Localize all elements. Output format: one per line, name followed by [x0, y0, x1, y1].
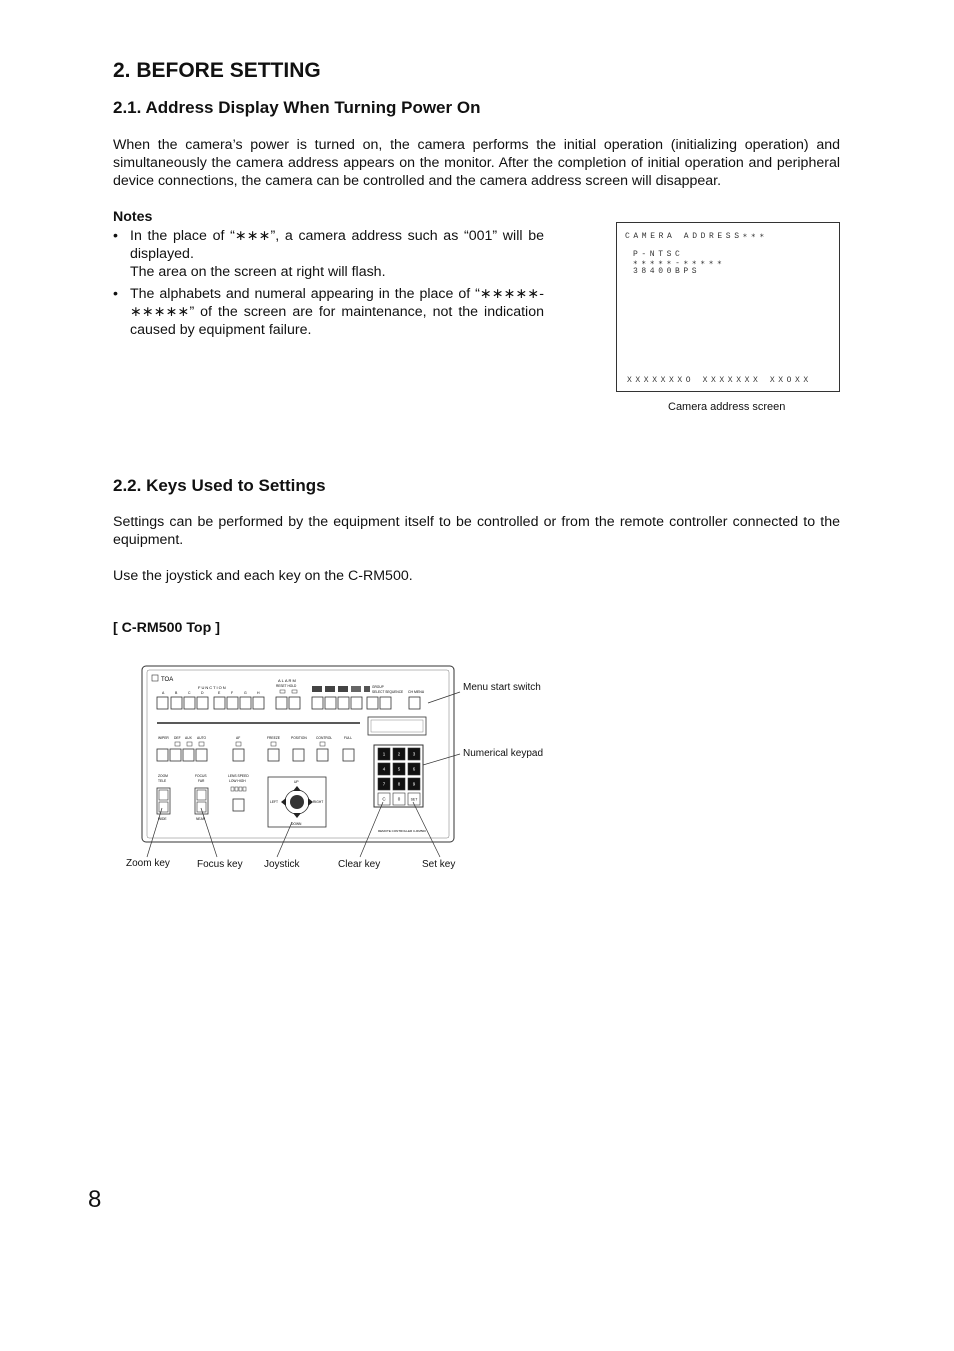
keys-paragraph-2: Use the joystick and each key on the C-RM500.: [113, 568, 413, 584]
keypad-key-label: 9: [412, 781, 416, 787]
key-label-position: POSITION: [291, 736, 307, 740]
joystick-down-label: DOWN: [291, 822, 302, 826]
note-item-3: [113, 285, 544, 339]
function-key-label: D: [201, 691, 204, 695]
screen-line-video-format: P-NTSC: [633, 250, 684, 259]
function-label: FUNCTION: [198, 685, 227, 690]
callout-joystick: Joystick: [264, 859, 300, 870]
callout-menu-start-switch: Menu start switch: [463, 682, 541, 693]
callout-clear-key: Clear key: [338, 859, 381, 870]
key-label-aux: AUX: [185, 736, 192, 740]
screen-caption: Camera address screen: [668, 401, 786, 413]
notes-title: Notes: [113, 209, 153, 225]
focus-label: FOCUS: [195, 774, 207, 778]
ch-menu-label: CH MENU: [408, 690, 425, 694]
joystick-left-label: LEFT: [270, 800, 279, 804]
function-key-label: B: [175, 691, 178, 695]
callout-focus-key: Focus key: [197, 859, 243, 870]
callout-set-key: Set key: [422, 859, 456, 870]
menu-start-switch[interactable]: [409, 697, 420, 709]
keypad-key-label: 6: [412, 766, 416, 772]
screen-line-camera-address: CAMERA ADDRESS∗∗∗: [625, 232, 768, 241]
key-label-auto: AUTO: [197, 736, 207, 740]
function-key-label: H: [257, 691, 260, 695]
key-label-freeze: FREEZE: [267, 736, 281, 740]
camera-address-screen: [616, 222, 840, 392]
function-key-label: A: [162, 691, 165, 695]
page-number: 8: [88, 1186, 102, 1213]
screen-line-status-bits: XXXXXXXO XXXXXXX XXOXX: [627, 376, 812, 385]
joystick-right-label: RIGHT: [313, 800, 324, 804]
wide-label: WIDE: [158, 817, 167, 821]
key-label-full: FULL: [344, 736, 353, 740]
model-label: REMOTE CONTROLLER C-RM500: [378, 829, 426, 833]
section-heading-address-display: 2.1. Address Display When Turning Power On: [113, 98, 481, 117]
zoom-label: ZOOM: [158, 774, 168, 778]
key-label-af: AF: [236, 736, 241, 740]
page-title: 2. BEFORE SETTING: [113, 59, 321, 82]
function-key-label: E: [218, 691, 221, 695]
function-key-label: F: [231, 691, 234, 695]
reset-hold-label: RESET HOLD: [276, 684, 297, 688]
function-key-label: C: [188, 691, 191, 695]
note-text: In the place of “∗∗∗”, a camera address such as “001” will be displayed.: [130, 228, 544, 262]
keys-paragraph-1: Settings can be performed by the equipment itself to be controlled or from the remote controller connected to the equipment.: [113, 514, 840, 548]
keypad-key-label: 4: [382, 766, 386, 772]
lens-speed-label: LENS SPEED: [228, 774, 249, 778]
keypad-key-label: 3: [412, 751, 416, 757]
note-bullet: •: [113, 286, 118, 302]
note-text: The area on the screen at right will flash.: [130, 264, 386, 280]
figure-title: [ C-RM500 Top ]: [113, 620, 220, 636]
keypad-key-label: 2: [397, 751, 401, 757]
keypad-key-label: 0: [397, 796, 401, 802]
section-heading-keys: 2.2. Keys Used to Settings: [113, 476, 326, 495]
brand-logo: TOA: [161, 677, 174, 683]
alarm-label: ALARM: [278, 678, 297, 683]
key-label-control: CONTROL: [316, 736, 333, 740]
key-label-def: DEF: [174, 736, 181, 740]
note-item-2: [113, 263, 544, 281]
far-label: FAR: [198, 779, 205, 783]
keypad-key-label: 7: [382, 781, 386, 787]
address-display-paragraph: When the camera’s power is turned on, the camera performs the initial operation (initializing operation) and simultaneously the camera address appears on the monitor. After the completion of initial operation and peripheral device connections, the camera can be controlled and the camera address screen will disappear.: [113, 137, 840, 189]
keypad-key-label: C: [382, 796, 386, 802]
tele-label: TELE: [158, 779, 167, 783]
keypad-key-label: SET: [410, 797, 418, 802]
note-item-1: [113, 227, 544, 263]
callout-numerical-keypad: Numerical keypad: [463, 748, 544, 759]
c-rm500-top-illustration: [140, 660, 460, 850]
keypad-key-label: 1: [382, 751, 386, 757]
low-high-label: LOW HIGH: [229, 779, 246, 783]
note-bullet: •: [113, 228, 118, 244]
key-label-wiper: WIPER: [158, 736, 169, 740]
select-sequence-label: SELECT SEQUENCE: [372, 690, 404, 694]
callout-zoom-key: Zoom key: [126, 858, 170, 869]
note-text: The alphabets and numeral appearing in the place of “∗∗∗∗∗-∗∗∗∗∗” of the screen are for maintenance, not the indication caused by equipment failure.: [130, 286, 544, 338]
near-label: NEAR: [196, 817, 206, 821]
screen-line-baud-rate: 38400BPS: [633, 267, 701, 276]
keypad-key-label: 8: [397, 781, 401, 787]
keypad-key-label: 5: [397, 766, 401, 772]
group-label: GROUP: [372, 685, 384, 689]
joystick-up-label: UP: [294, 780, 299, 784]
function-key-label: G: [244, 691, 247, 695]
screen-line-maintenance-code: ∗∗∗∗∗-∗∗∗∗∗: [633, 259, 726, 268]
